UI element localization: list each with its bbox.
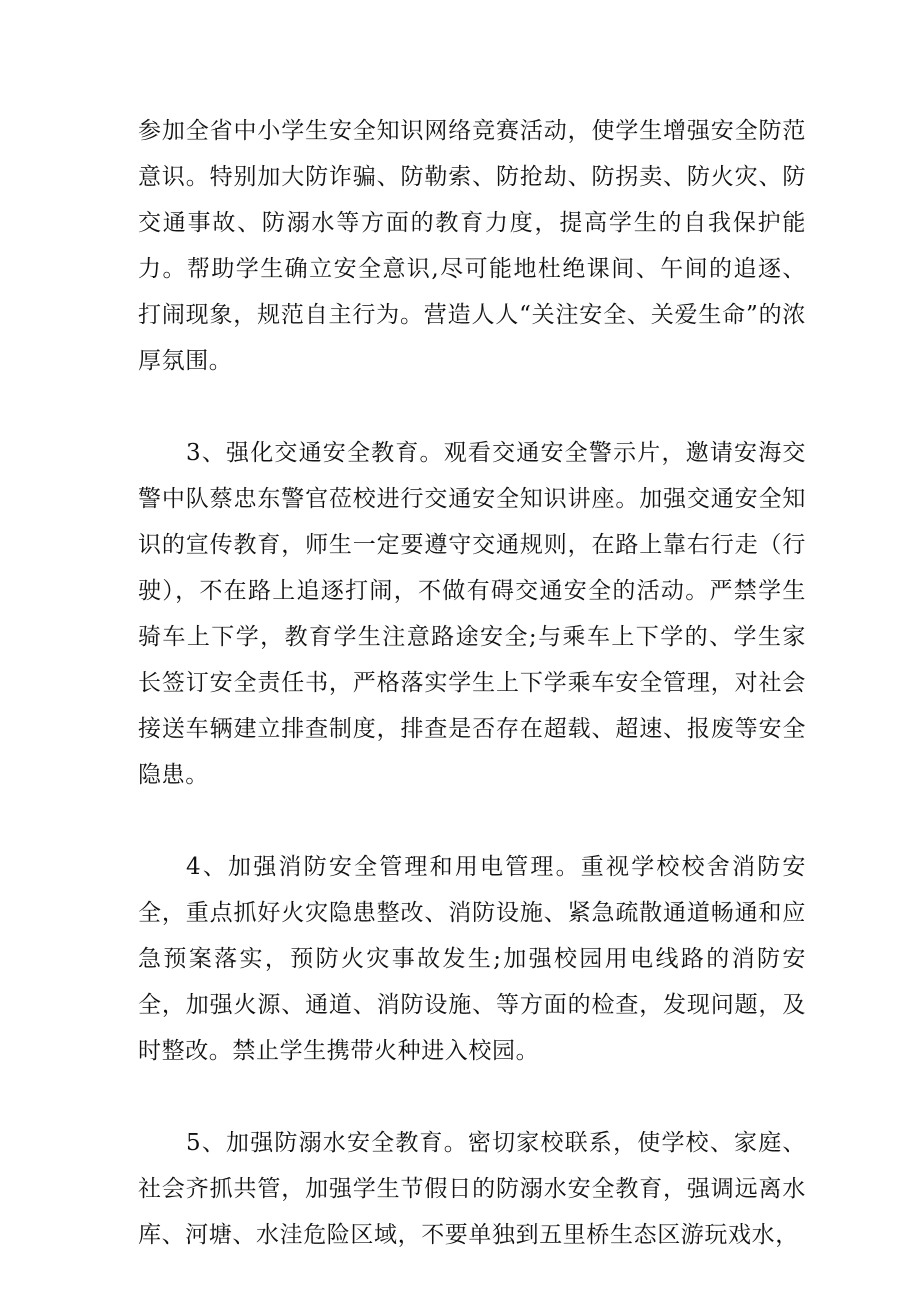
paragraph-gap: [138, 798, 806, 844]
paragraph-continuation: 参加全省中小学生安全知识网络竞赛活动，使学生增强安全防范意识。特别加大防诈骗、防勒索、防抢劫、防拐卖、防火灾、防交通事故、防溺水等方面的教育力度，提高学生的自我保护能力。帮助学生确立安全意识,尽可能地杜绝课间、午间的追逐、打闹现象，规范自主行为。营造人人“关注安全、关爱生命”的浓厚氛围。: [138, 118, 806, 374]
paragraph-gap: [138, 1074, 806, 1120]
paragraph-drowning-prevention: 5、加强防溺水安全教育。密切家校联系，使学校、家庭、社会齐抓共管，加强学生节假日的防溺水安全教育，强调远离水库、河塘、水洼危险区域，不要单独到五里桥生态区游玩戏水，: [138, 1130, 806, 1248]
document-body: [138, 108, 806, 1258]
paragraph-fire-safety: 4、加强消防安全管理和用电管理。重视学校校舍消防安全，重点抓好火灾隐患整改、消防设施、紧急疏散通道畅通和应急预案落实，预防火灾事故发生;加强校园用电线路的消防安全，加强火源、通道、消防设施、等方面的检查，发现问题，及时整改。禁止学生携带火种进入校园。: [138, 854, 806, 1064]
paragraph-traffic-safety: 3、强化交通安全教育。观看交通安全警示片，邀请安海交警中队蔡忠东警官莅校进行交通安全知识讲座。加强交通安全知识的宣传教育，师生一定要遵守交通规则，在路上靠右行走（行驶），不在路上追逐打闹，不做有碍交通安全的活动。严禁学生骑车上下学，教育学生注意路途安全;与乘车上下学的、学生家长签订安全责任书，严格落实学生上下学乘车安全管理，对社会接送车辆建立排查制度，排查是否存在超载、超速、报废等安全隐患。: [138, 440, 806, 788]
paragraph-gap: [138, 384, 806, 430]
